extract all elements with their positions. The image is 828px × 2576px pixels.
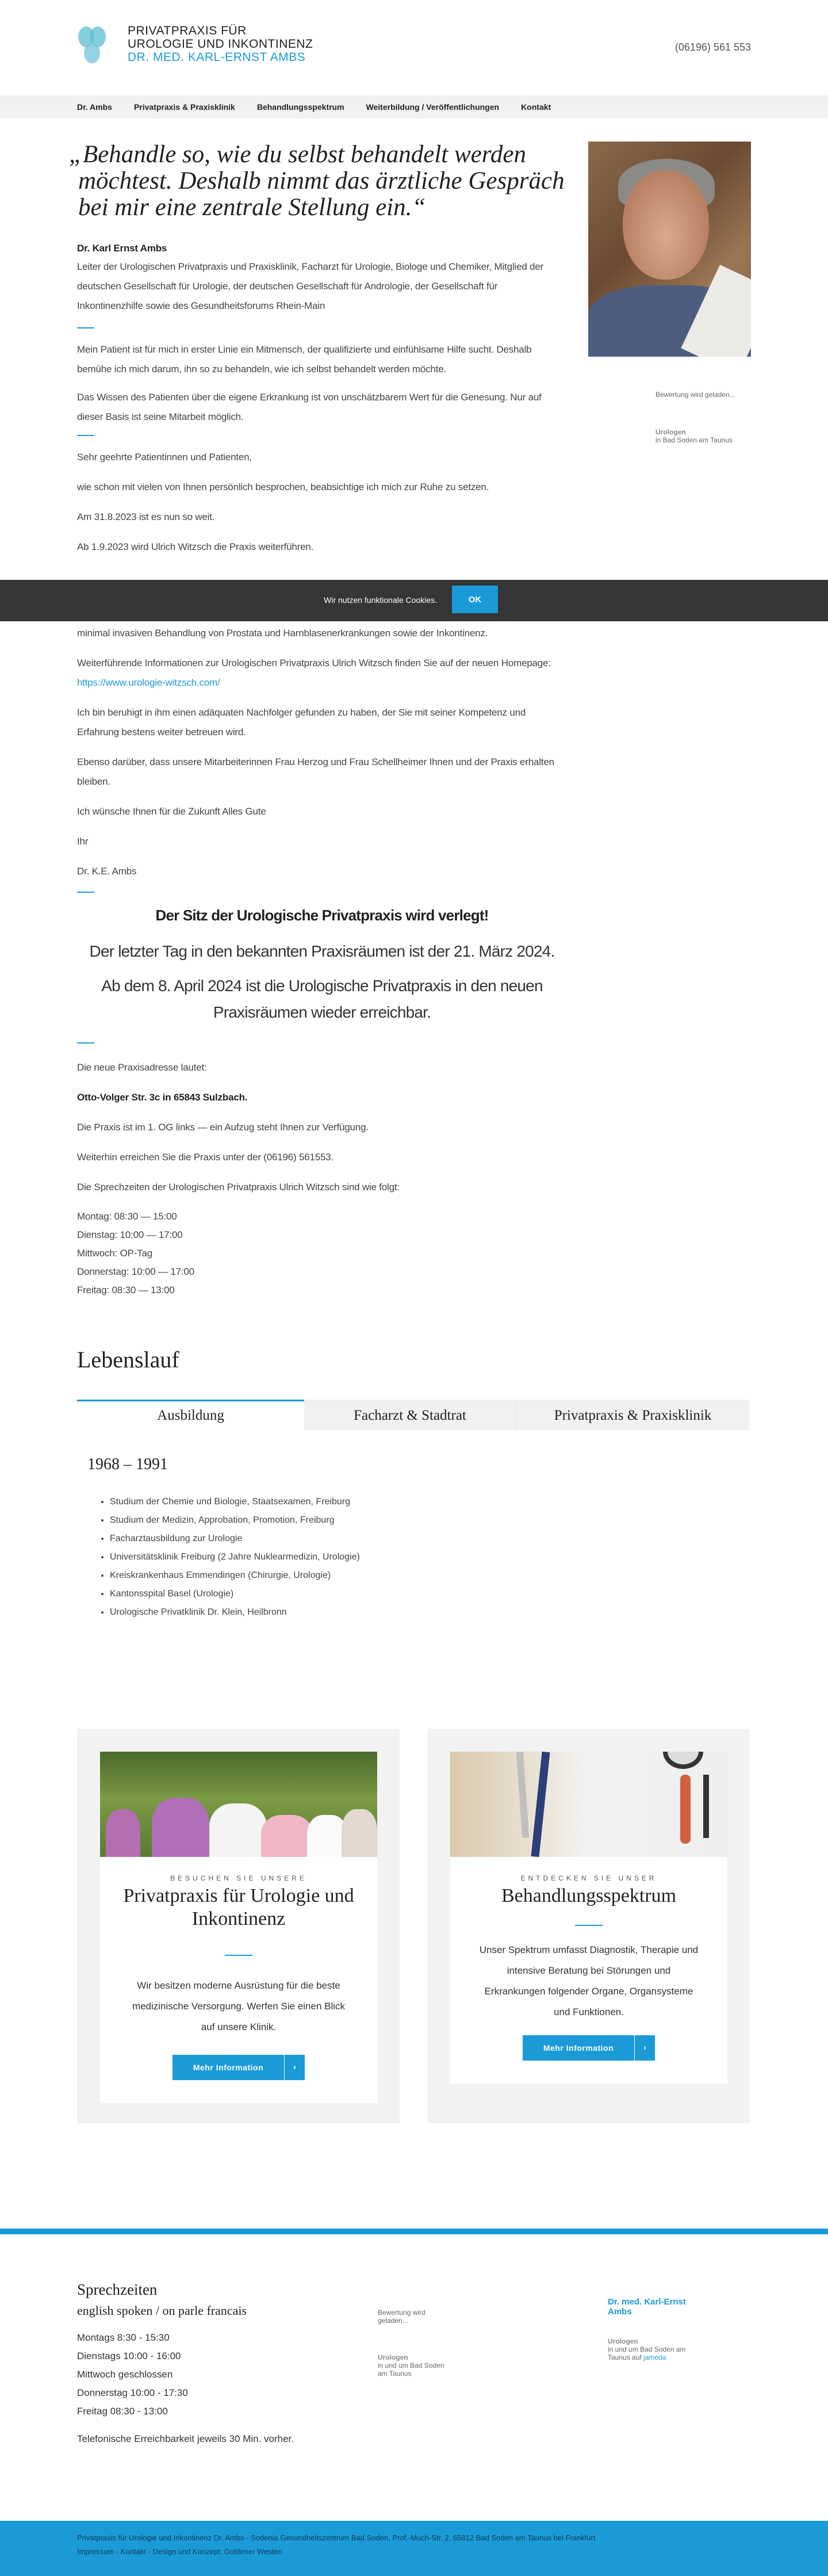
move-details [77,1042,566,1300]
separator: - [145,2547,153,2556]
divider [77,435,94,436]
nav-item-privatpraxis[interactable]: Privatpraxis & Praxisklinik [133,102,235,112]
move-last-day: Der letzter Tag in den bekannten Praxisräumen ist der 21. März 2024. [89,942,555,960]
paragraph: Ab 1.9.2023 wird Ulrich Witzsch die Praxis weiterführen. [77,541,314,552]
site-footer [0,2521,828,2576]
footer-link-design[interactable]: Design und Konzept: Goldener Westen [152,2547,282,2556]
hours-line: Montag: 08:30 — 15:00 [77,1211,177,1222]
paragraph: Die Sprechzeiten der Urologischen Privatpraxis Ulrich Witzsch sind wie folgt: [77,1182,400,1193]
cv-item: • Facharztausbildung zur Urologie [110,1530,360,1548]
cv-period: 1968 – 1991 [87,1455,168,1473]
new-address: Otto-Volger Str. 3c in 65843 Sulzbach. [77,1092,248,1103]
doctor-bio: Leiter der Urologischen Privatpraxis und Praxisklinik, Facharzt für Urologie, Biologe und Chemiker, Mitglied der deutschen Gesellschaft für Urologie, der deutschen Gesellschaft für Andrologie, der Gesellschaft für Inkontinenzhilfe sowie des Gesundheitsforums Rhein-Main [77,261,543,311]
nav-item-dr-ambs[interactable]: Dr. Ambs [77,102,112,112]
paragraph: Sehr geehrte Patientinnen und Patienten, [77,452,252,463]
tab-ausbildung[interactable]: Ausbildung [77,1400,304,1430]
hours-line: Freitag 08:30 - 13:00 [77,2406,168,2417]
move-heading: Der Sitz der Urologische Privatpraxis wird verlegt! [155,907,489,924]
card-behandlungsspektrum [427,1729,750,2123]
paragraph: Ich bin beruhigt in ihm einen adäquaten Nachfolger gefunden zu haben, der Sie mit seiner Kompetenz und Erfahrung bestens weiter betreuen wird. [77,707,526,737]
more-info-button[interactable] [523,2035,655,2061]
office-hours-title: Sprechzeiten [77,2281,158,2298]
witzsch-homepage-link[interactable]: https://www.urologie-witzsch.com/ [77,677,220,688]
rating-location: in und um Bad Soden am Taunus [378,2361,444,2378]
doctor-name: Dr. Karl Ernst Ambs [77,243,167,254]
signature: Dr. K.E. Ambs [77,866,137,877]
footer-top-bar [0,2229,828,2234]
cv-item: • Kantonsspital Basel (Urologie) [110,1585,360,1603]
header-phone[interactable]: (06196) 561 553 [674,41,751,53]
hours-line: Donnerstag: 10:00 — 17:00 [77,1266,194,1277]
rating-title: Urologen [378,2353,408,2361]
cv-item: • Urologische Privatklinik Dr. Klein, Heilbronn [110,1603,360,1622]
main-content-letter [77,624,566,893]
hours-line: Dienstag: 10:00 — 17:00 [77,1229,183,1240]
paragraph: Am 31.8.2023 ist es nun so weit. [77,511,215,522]
jameda-widget[interactable] [608,2297,688,2361]
nav-item-kontakt[interactable]: Kontakt [521,102,551,112]
hours-line: Freitag: 08:30 — 13:00 [77,1285,175,1295]
divider [77,1042,94,1044]
paragraph: Die Praxis ist im 1. OG links — ein Aufzug steht Ihnen zur Verfügung. [77,1122,369,1133]
divider [225,1955,252,1956]
rating-title: Urologen [656,428,686,436]
footer-link-kontakt[interactable]: Kontakt [120,2547,146,2556]
cv-item: • Universitätsklinik Freiburg (2 Jahre Nuklearmedizin, Urologie) [110,1548,360,1566]
rating-location: in und um Bad Soden am Taunus auf [608,2345,686,2361]
footer-address: Privatpraxis für Urologie und Inkontinenz Dr. Ambs - Sodenia Gesundheitszentrum Bad Soden, Prof.-Much-Str. 2, 65812 Bad Soden am Taunus bei Frankfurt [77,2533,596,2542]
card-title: Privatpraxis für Urologie und Inkontinenz [123,1885,354,1929]
rating-loading-text: Bewertung wird geladen... [656,391,735,399]
logo-line: UROLOGIE UND INKONTINENZ [128,37,313,51]
paragraph: minimal invasiven Behandlung von Prostata und Harnblasenerkrankungen sowie der Inkontinenz. [77,628,488,639]
card-body: Wir besitzen moderne Ausrüstung für die beste medizinische Versorgung. Werfen Sie einen Blick auf unsere Klinik. [132,1979,346,2032]
chevron-right-icon: › [284,2055,305,2080]
hours-line: Dienstags 10:00 - 16:00 [77,2350,181,2361]
cv-list [110,1493,360,1622]
cv-heading: Lebenslauf [77,1347,179,1373]
rating-loading-text: Bewertung wird geladen... [378,2309,425,2325]
card-preheader: BESUCHEN SIE UNSERE [170,1874,307,1882]
chevron-right-icon: › [634,2035,655,2061]
paragraph [77,653,566,693]
move-reopen: Ab dem 8. April 2024 ist die Urologische Privatpraxis in den neuen Praxisräumen wieder erreichbar. [101,977,543,1021]
paragraph: Mein Patient ist für mich in erster Linie ein Mitmensch, der qualifizierte und einfühlsame Hilfe sucht. Deshalb bemühe ich mich darum, ihn so zu behandeln, wie ich selbst behandelt werden möchte. [77,344,532,374]
divider [575,1925,603,1926]
office-hours-subtitle: english spoken / on parle francais [77,2303,247,2318]
main-nav [0,95,828,119]
cookie-ok-button[interactable]: OK [452,586,498,613]
button-label: Mehr Information [543,2043,614,2053]
paragraph: Ihr [77,836,89,847]
paragraph: Die neue Praxisadresse lautet: [77,1062,207,1073]
paragraph: wie schon mit vielen von Ihnen persönlich besprochen, beabsichtige ich mich zur Ruhe zu setzen. [77,481,489,492]
card-privatpraxis [77,1729,400,2123]
team-photo [100,1752,377,1857]
phone-availability: Telefonische Erreichbarkeit jeweils 30 Min. vorher. [77,2433,294,2444]
logo-line: PRIVATPRAXIS FÜR [128,24,247,37]
card-title: Behandlungsspektrum [501,1885,677,1906]
paragraph-text: Weiterführende Informationen zur Urologischen Privatpraxis Ulrich Witzsch finden Sie auf der neuen Homepage: [77,658,551,668]
logo-circles-icon [77,26,114,66]
rating-location: in Bad Soden am Taunus [656,436,733,444]
card-body: Unser Spektrum umfasst Diagnostik, Therapie und intensive Beratung bei Störungen und Erkrankungen folgender Organe, Organsysteme und Funktionen. [479,1944,699,2017]
jameda-link[interactable]: jameda [643,2353,666,2361]
nav-item-weiterbildung[interactable]: Weiterbildung / Veröffentlichungen [366,102,500,112]
hours-line: Mittwoch geschlossen [77,2369,173,2380]
rating-widget[interactable] [656,391,735,444]
divider [77,892,94,893]
rating-widget-footer[interactable] [378,2309,453,2378]
hours-line: Montags 8:30 - 15:30 [77,2332,170,2343]
tab-privatpraxis[interactable]: Privatpraxis & Praxisklinik [516,1400,749,1430]
cv-item: • Studium der Chemie und Biologie, Staatsexamen, Freiburg [110,1493,360,1511]
stethoscope-photo [450,1752,727,1857]
logo-line: DR. MED. KARL-ERNST AMBS [128,51,306,64]
cv-item: • Studium der Medizin, Approbation, Promotion, Freiburg [110,1511,360,1530]
paragraph: Ich wünsche Ihnen für die Zukunft Alles Gute [77,806,266,817]
hours-line: Donnerstag 10:00 - 17:30 [77,2387,188,2398]
jameda-doctor-name[interactable]: Dr. med. Karl-Ernst Ambs [608,2297,686,2317]
move-announcement [57,904,586,1034]
separator: - [114,2547,121,2556]
paragraph: Weiterhin erreichen Sie die Praxis unter der (06196) 561553. [77,1152,334,1163]
quote-heading: „Behandle so, wie du selbst behandelt werden möchtest. Deshalb nimmt das ärztliche Gespräch bei mir eine zentrale Stellung ein.“ [69,141,565,221]
hours-line: Mittwoch: OP-Tag [77,1248,152,1259]
office-hours [77,2278,296,2448]
paragraph: Das Wissen des Patienten über die eigene Erkrankung ist von unschätzbarem Wert für die Genesung. Nur auf dieser Basis ist seine Mitarbeit möglich. [77,392,542,422]
divider [77,327,94,328]
cookie-text: Wir nutzen funktionale Cookies. [324,595,437,605]
cv-item: • Kreiskrankenhaus Emmendingen (Chirurgie, Urologie) [110,1566,360,1585]
rating-title: Urologen [608,2337,638,2345]
main-content-intro [77,240,566,557]
nav-item-behandlungsspektrum[interactable]: Behandlungsspektrum [256,102,344,112]
site-logo[interactable] [77,24,342,68]
button-label: Mehr Information [193,2062,264,2072]
footer-link-impressum[interactable]: Impressum [77,2547,114,2556]
card-preheader: ENTDECKEN SIE UNSER [520,1874,657,1882]
cv-tabs [77,1400,749,1430]
doctor-photo [588,142,751,357]
tab-facharzt-stadtrat[interactable]: Facharzt & Stadtrat [304,1400,516,1430]
more-info-button[interactable] [172,2055,305,2080]
cookie-banner [0,580,828,621]
paragraph: Ebenso darüber, dass unsere Mitarbeiterinnen Frau Herzog und Frau Schellheimer Ihnen und der Praxis erhalten bleiben. [77,756,554,787]
